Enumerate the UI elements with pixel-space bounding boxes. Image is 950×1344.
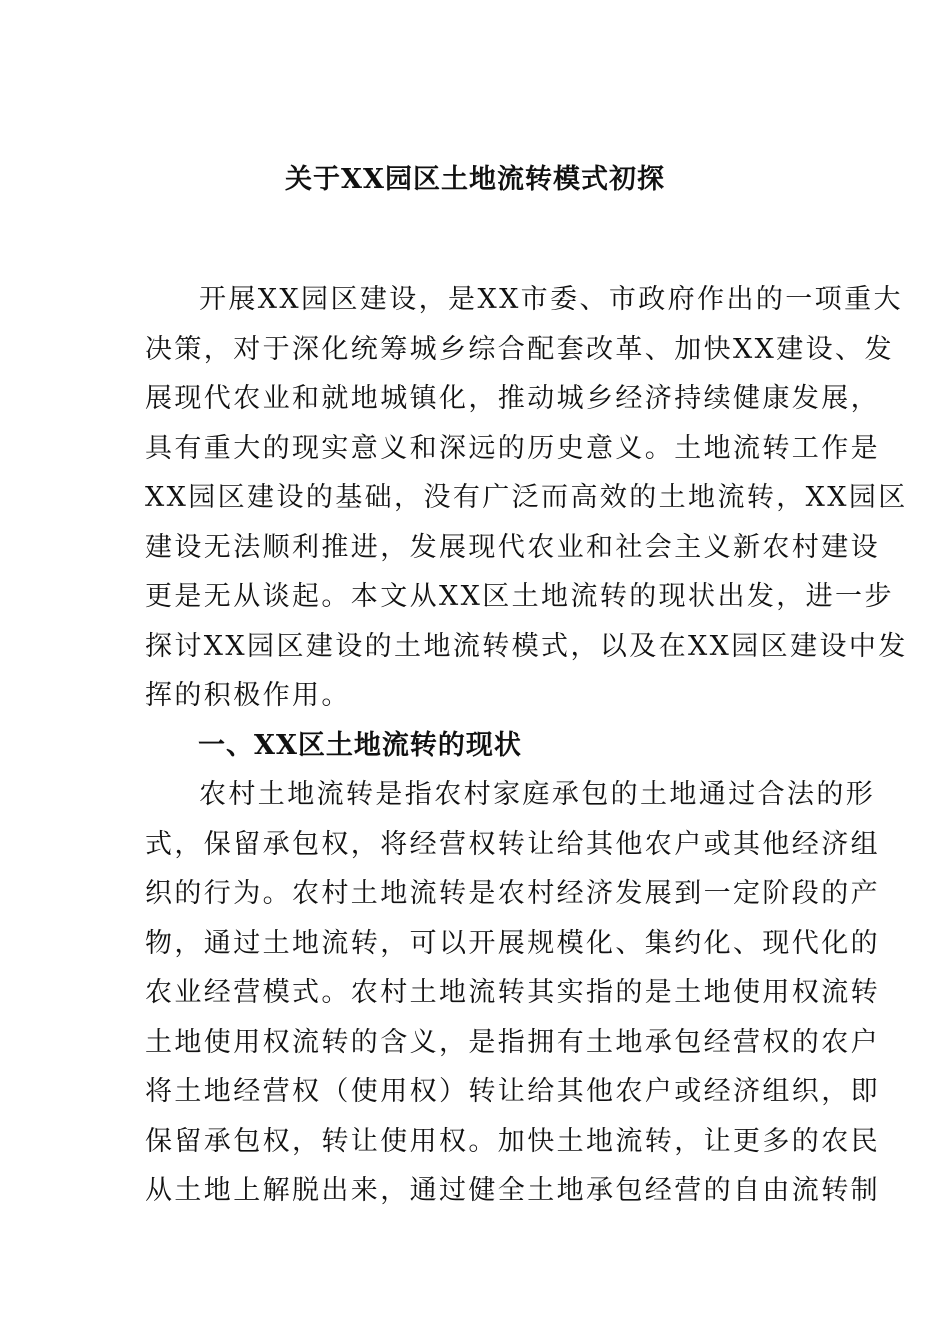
paragraph-line: 农村土地流转是指农村家庭承包的土地通过合法的形 — [199, 779, 876, 810]
paragraph-line: 决策，对于深化统筹城乡综合配套改革、加快XX建设、发 — [145, 333, 894, 365]
section1-paragraph — [145, 770, 880, 1216]
paragraph-line: 开展XX园区建设，是XX市委、市政府作出的一项重大 — [199, 284, 903, 315]
paragraph-line: 农业经营模式。农村土地流转其实指的是土地使用权流转 — [145, 977, 880, 1008]
intro-paragraph — [145, 275, 908, 721]
paragraph-line: 从土地上解脱出来，通过健全土地承包经营的自由流转制 — [145, 1175, 880, 1206]
document-title: 关于XX园区土地流转模式初探 — [285, 164, 665, 195]
paragraph-line: 式，保留承包权，将经营权转让给其他农户或其他经济组 — [145, 828, 880, 860]
paragraph-line: 挥的积极作用。 — [145, 680, 351, 711]
paragraph-line: 探讨XX园区建设的土地流转模式，以及在XX园区建设中发 — [145, 630, 908, 662]
paragraph-line: 织的行为。农村土地流转是农村经济发展到一定阶段的产 — [145, 878, 880, 909]
paragraph-line: 具有重大的现实意义和深远的历史意义。土地流转工作是 — [145, 432, 880, 464]
paragraph-line: 建设无法顺利推进，发展现代农业和社会主义新农村建设 — [145, 531, 880, 563]
paragraph-line: 物，通过土地流转，可以开展规模化、集约化、现代化的 — [145, 927, 880, 959]
paragraph-line: 更是无从谈起。本文从XX区土地流转的现状出发，进一步 — [145, 581, 894, 612]
paragraph-line: 土地使用权流转的含义，是指拥有土地承包经营权的农户 — [145, 1026, 880, 1058]
section-heading: 一、XX区土地流转的现状 — [198, 730, 522, 761]
paragraph-line: 将土地经营权（使用权）转让给其他农户或经济组织，即 — [145, 1076, 880, 1107]
paragraph-line: 展现代农业和就地城镇化，推动城乡经济持续健康发展， — [145, 383, 880, 414]
paragraph-line: 保留承包权，转让使用权。加快土地流转，让更多的农民 — [145, 1125, 880, 1157]
paragraph-line: XX园区建设的基础，没有广泛而高效的土地流转，XX园区 — [145, 482, 908, 513]
